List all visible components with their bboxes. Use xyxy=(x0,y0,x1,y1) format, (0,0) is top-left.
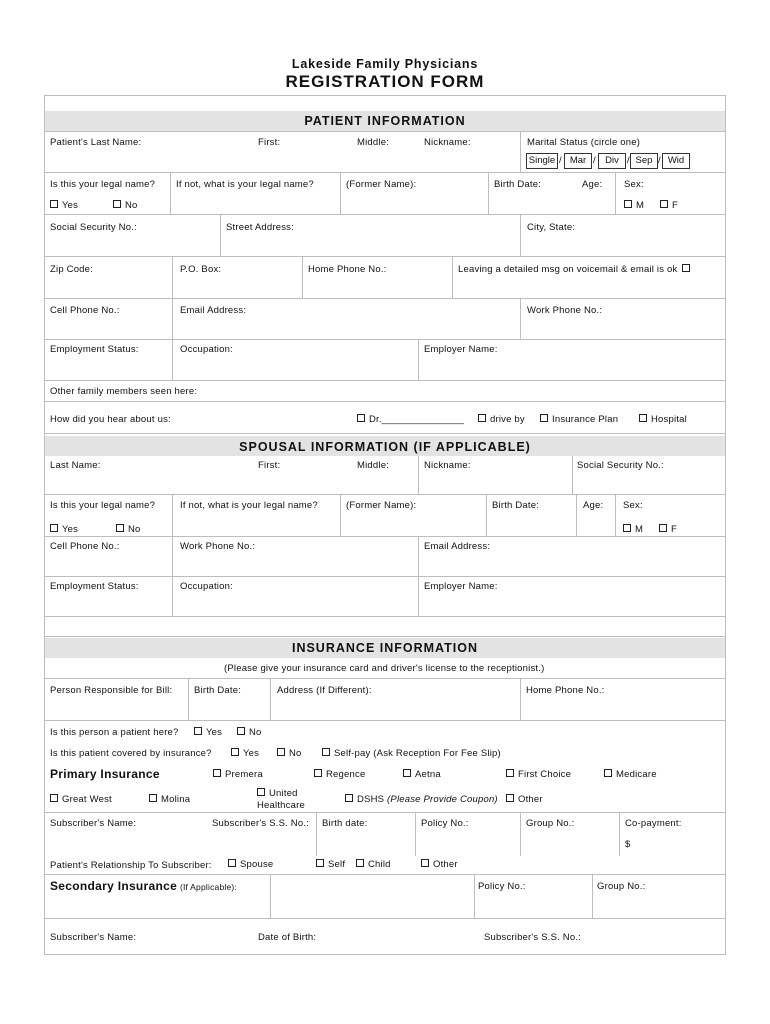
occupation-label: Occupation: xyxy=(180,344,233,355)
divider xyxy=(45,616,725,617)
divider xyxy=(45,874,725,875)
ssn-label: Social Security No.: xyxy=(50,222,137,233)
checkbox-icon xyxy=(316,859,324,867)
group-number-label: Group No.: xyxy=(526,818,575,829)
street-address-label: Street Address: xyxy=(226,222,294,233)
legal-name-no-checkbox[interactable]: No xyxy=(113,200,138,211)
patient-middle-label: Middle: xyxy=(357,137,390,148)
referral-hospital-checkbox[interactable]: Hospital xyxy=(639,414,687,425)
insurance-section-title: INSURANCE INFORMATION xyxy=(291,641,479,655)
age-label: Age: xyxy=(582,179,603,190)
spouse-section-title: SPOUSAL INFORMATION (IF APPLICABLE) xyxy=(239,440,531,454)
practice-name: Lakeside Family Physicians xyxy=(291,57,479,71)
sex-f-checkbox[interactable]: F xyxy=(660,200,678,211)
marital-option-separated[interactable]: Sep xyxy=(630,153,658,169)
relationship-other-checkbox[interactable]: Other xyxy=(421,859,458,870)
divider xyxy=(45,678,725,679)
divider xyxy=(418,576,419,616)
is-patient-yes-checkbox[interactable]: Yes xyxy=(194,727,222,738)
birth-date-label: Birth Date: xyxy=(494,179,542,190)
legal-name-yes-checkbox[interactable]: Yes xyxy=(50,200,78,211)
secondary-subscriber-label: Subscriber's Name: xyxy=(50,932,137,943)
po-box-label: P.O. Box: xyxy=(180,264,222,275)
divider xyxy=(572,456,573,494)
checkbox-icon xyxy=(113,200,121,208)
checkbox-icon xyxy=(660,200,668,208)
divider xyxy=(418,339,419,380)
responsible-birth-label: Birth Date: xyxy=(194,685,242,696)
marital-status-label: Marital Status (circle one) xyxy=(527,137,641,148)
divider xyxy=(520,131,521,172)
checkbox-icon xyxy=(213,769,221,777)
separator: / xyxy=(658,155,661,166)
relationship-self-checkbox[interactable]: Self xyxy=(316,859,345,870)
checkbox-icon xyxy=(421,859,429,867)
checkbox-icon xyxy=(357,414,365,422)
divider xyxy=(188,678,189,720)
divider xyxy=(45,536,725,537)
subscriber-birth-label: Birth date: xyxy=(322,818,368,829)
patient-section-title: PATIENT INFORMATION xyxy=(304,114,466,128)
spouse-sex-m-checkbox[interactable]: M xyxy=(623,524,643,535)
spouse-work-phone-label: Work Phone No.: xyxy=(180,541,256,552)
divider xyxy=(615,494,616,536)
spouse-legal-no-checkbox[interactable]: No xyxy=(116,524,141,535)
patient-nickname-label: Nickname: xyxy=(424,137,471,148)
sex-m-checkbox[interactable]: M xyxy=(624,200,644,211)
secondary-group-label: Group No.: xyxy=(597,881,646,892)
relationship-spouse-checkbox[interactable]: Spouse xyxy=(228,859,273,870)
divider xyxy=(45,401,725,402)
divider xyxy=(418,536,419,576)
carrier-other-checkbox[interactable]: Other xyxy=(506,794,543,805)
checkbox-icon xyxy=(540,414,548,422)
form-title: REGISTRATION FORM xyxy=(285,72,485,91)
checkbox-icon xyxy=(314,769,322,777)
spouse-sex-label: Sex: xyxy=(623,500,643,511)
divider xyxy=(316,812,317,856)
divider xyxy=(488,172,489,214)
is-patient-question: Is this person a patient here? xyxy=(50,727,179,738)
patient-first-label: First: xyxy=(258,137,281,148)
divider xyxy=(45,380,725,381)
is-patient-no-checkbox[interactable]: No xyxy=(237,727,262,738)
spouse-legal-yes-checkbox[interactable]: Yes xyxy=(50,524,78,535)
spouse-occupation-label: Occupation: xyxy=(180,581,233,592)
divider xyxy=(45,298,725,299)
divider xyxy=(45,918,725,919)
carrier-molina-checkbox[interactable]: Molina xyxy=(149,794,190,805)
spouse-nickname-label: Nickname: xyxy=(424,460,471,471)
divider xyxy=(172,256,173,298)
legal-name-question: Is this your legal name? xyxy=(50,179,156,190)
checkbox-icon xyxy=(277,748,285,756)
checkbox-icon xyxy=(50,794,58,802)
patient-last-name-label: Patient's Last Name: xyxy=(50,137,142,148)
spouse-employer-label: Employer Name: xyxy=(424,581,498,592)
divider xyxy=(340,172,341,214)
divider xyxy=(340,494,341,536)
primary-insurance-heading: Primary Insurance xyxy=(50,767,160,781)
spouse-employment-label: Employment Status: xyxy=(50,581,139,592)
checkbox-icon xyxy=(623,524,631,532)
responsible-home-phone-label: Home Phone No.: xyxy=(526,685,605,696)
separator: / xyxy=(593,155,596,166)
divider xyxy=(45,494,725,495)
checkbox-icon xyxy=(322,748,330,756)
email-label: Email Address: xyxy=(180,305,247,316)
alt-legal-name-label: If not, what is your legal name? xyxy=(176,179,314,190)
checkbox-icon xyxy=(228,859,236,867)
checkbox-icon xyxy=(149,794,157,802)
checkbox-icon xyxy=(231,748,239,756)
divider xyxy=(172,339,173,380)
voicemail-consent-checkbox[interactable]: Leaving a detailed msg on voicemail & email is ok xyxy=(458,264,694,275)
covered-yes-checkbox[interactable]: Yes xyxy=(231,748,259,759)
divider xyxy=(45,636,725,637)
secondary-dob-label: Date of Birth: xyxy=(258,932,317,943)
divider xyxy=(270,874,271,918)
copayment-dollar: $ xyxy=(625,839,631,850)
divider xyxy=(45,433,725,434)
marital-option-divorced[interactable]: Div xyxy=(598,153,626,169)
spouse-legal-name-question: Is this your legal name? xyxy=(50,500,156,511)
divider xyxy=(45,812,725,813)
divider xyxy=(172,494,173,536)
checkbox-icon xyxy=(257,788,265,796)
checkbox-icon xyxy=(50,524,58,532)
employer-name-label: Employer Name: xyxy=(424,344,498,355)
marital-option-married[interactable]: Mar xyxy=(564,153,592,169)
work-phone-label: Work Phone No.: xyxy=(527,305,603,316)
carrier-medicare-checkbox[interactable]: Medicare xyxy=(604,769,657,780)
checkbox-icon xyxy=(478,414,486,422)
divider xyxy=(270,678,271,720)
copayment-label: Co-payment: xyxy=(625,818,682,829)
checkbox-icon xyxy=(624,200,632,208)
divider xyxy=(520,678,521,720)
divider xyxy=(520,214,521,256)
divider xyxy=(170,172,171,214)
divider xyxy=(45,339,725,340)
divider xyxy=(592,874,593,918)
divider xyxy=(220,214,221,256)
checkbox-icon xyxy=(682,264,690,272)
checkbox-icon xyxy=(50,200,58,208)
spouse-alt-legal-name-label: If not, what is your legal name? xyxy=(180,500,318,511)
responsible-address-label: Address (If Different): xyxy=(277,685,372,696)
checkbox-icon xyxy=(345,794,353,802)
divider xyxy=(615,172,616,214)
divider xyxy=(619,812,620,856)
referral-label: How did you hear about us: xyxy=(50,414,171,425)
divider xyxy=(520,812,521,856)
carrier-united-checkbox[interactable]: United xyxy=(257,788,298,799)
divider xyxy=(172,576,173,616)
carrier-greatwest-checkbox[interactable]: Great West xyxy=(50,794,112,805)
covered-question: Is this patient covered by insurance? xyxy=(50,748,212,759)
covered-no-checkbox[interactable]: No xyxy=(277,748,302,759)
spouse-birth-date-label: Birth Date: xyxy=(492,500,540,511)
checkbox-icon xyxy=(116,524,124,532)
divider xyxy=(45,256,725,257)
spouse-middle-label: Middle: xyxy=(357,460,390,471)
divider xyxy=(45,214,725,215)
spouse-ssn-label: Social Security No.: xyxy=(577,460,664,471)
separator: / xyxy=(627,155,630,166)
spouse-email-label: Email Address: xyxy=(424,541,491,552)
secondary-ssn-label: Subscriber's S.S. No.: xyxy=(484,932,582,943)
carrier-aetna-checkbox[interactable]: Aetna xyxy=(403,769,441,780)
divider xyxy=(45,172,725,173)
checkbox-icon xyxy=(237,727,245,735)
selfpay-checkbox[interactable]: Self-pay (Ask Reception For Fee Slip) xyxy=(322,748,501,759)
secondary-insurance-heading: Secondary Insurance (If Applicable): xyxy=(50,879,237,893)
home-phone-label: Home Phone No.: xyxy=(308,264,387,275)
carrier-dshs-checkbox[interactable]: DSHS (Please Provide Coupon) xyxy=(345,794,498,805)
divider xyxy=(486,494,487,536)
spouse-former-name-label: (Former Name): xyxy=(346,500,417,511)
secondary-policy-label: Policy No.: xyxy=(478,881,526,892)
spouse-first-label: First: xyxy=(258,460,281,471)
divider xyxy=(415,812,416,856)
divider xyxy=(45,720,725,721)
subscriber-ssn-label: Subscriber's S.S. No.: xyxy=(212,818,310,829)
referral-insurance-checkbox[interactable]: Insurance Plan xyxy=(540,414,618,425)
divider xyxy=(45,576,725,577)
divider xyxy=(418,456,419,494)
former-name-label: (Former Name): xyxy=(346,179,417,190)
marital-option-widowed[interactable]: Wid xyxy=(662,153,690,169)
spouse-cell-label: Cell Phone No.: xyxy=(50,541,120,552)
referral-doctor-checkbox[interactable]: Dr._______________ xyxy=(357,414,464,425)
spouse-age-label: Age: xyxy=(583,500,604,511)
checkbox-icon xyxy=(639,414,647,422)
family-members-label: Other family members seen here: xyxy=(50,386,198,397)
subscriber-name-label: Subscriber's Name: xyxy=(50,818,137,829)
carrier-firstchoice-checkbox[interactable]: First Choice xyxy=(506,769,571,780)
responsible-party-label: Person Responsible for Bill: xyxy=(50,685,173,696)
spouse-last-name-label: Last Name: xyxy=(50,460,101,471)
marital-option-single[interactable]: Single xyxy=(526,153,558,169)
relationship-child-checkbox[interactable]: Child xyxy=(356,859,391,870)
checkbox-icon xyxy=(356,859,364,867)
checkbox-icon xyxy=(604,769,612,777)
sex-label: Sex: xyxy=(624,179,644,190)
cell-phone-label: Cell Phone No.: xyxy=(50,305,120,316)
carrier-united-label-line2: Healthcare xyxy=(257,800,305,811)
checkbox-icon xyxy=(506,769,514,777)
divider xyxy=(474,874,475,918)
relationship-label: Patient's Relationship To Subscriber: xyxy=(50,860,212,871)
city-state-label: City, State: xyxy=(527,222,576,233)
spouse-sex-f-checkbox[interactable]: F xyxy=(659,524,677,535)
checkbox-icon xyxy=(659,524,667,532)
carrier-premera-checkbox[interactable]: Premera xyxy=(213,769,263,780)
divider xyxy=(302,256,303,298)
referral-driveby-checkbox[interactable]: drive by xyxy=(478,414,525,425)
insurance-note: (Please give your insurance card and driver's license to the receptionist.) xyxy=(224,663,545,674)
separator: / xyxy=(559,155,562,166)
checkbox-icon xyxy=(403,769,411,777)
carrier-regence-checkbox[interactable]: Regence xyxy=(314,769,365,780)
divider xyxy=(172,298,173,339)
divider xyxy=(45,131,725,132)
zip-code-label: Zip Code: xyxy=(50,264,93,275)
divider xyxy=(576,494,577,536)
divider xyxy=(172,536,173,576)
employment-status-label: Employment Status: xyxy=(50,344,139,355)
divider xyxy=(520,298,521,339)
policy-number-label: Policy No.: xyxy=(421,818,469,829)
checkbox-icon xyxy=(194,727,202,735)
checkbox-icon xyxy=(506,794,514,802)
divider xyxy=(452,256,453,298)
